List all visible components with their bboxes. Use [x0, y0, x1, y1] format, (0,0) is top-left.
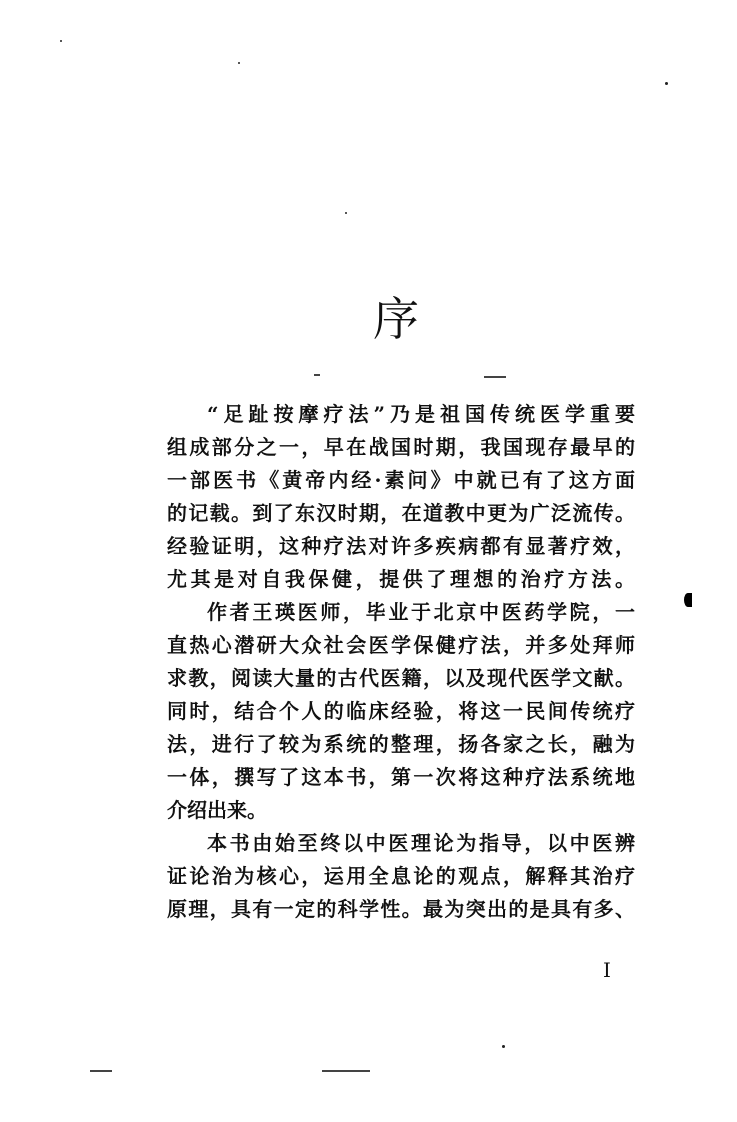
text-line: 法，进行了较为系统的整理，扬各家之长，融为 — [167, 732, 635, 756]
page-title: 序 — [373, 291, 419, 346]
text-line: 同时，结合个人的临床经验，将这一民间传统疗 — [167, 699, 635, 723]
scan-speck — [502, 1045, 505, 1048]
scan-dash — [314, 374, 320, 376]
scan-speck — [665, 82, 668, 85]
text-line: 证论治为核心，运用全息论的观点，解释其治疗 — [167, 864, 635, 888]
scan-dash — [322, 1070, 370, 1072]
text-line: 原理，具有一定的科学性。最为突出的是具有多、 — [167, 897, 635, 921]
text-line: 尤其是对自我保健，提供了理想的治疗方法。 — [167, 567, 635, 591]
scan-dash — [484, 376, 506, 378]
scan-mark — [684, 593, 692, 607]
text-line: 求教，阅读大量的古代医籍，以及现代医学文献。 — [167, 666, 635, 690]
text-line: 一部医书《黄帝内经·素问》中就已有了这方面 — [167, 468, 635, 492]
text-line: 直热心潜研大众社会医学保健疗法，并多处拜师 — [167, 633, 635, 657]
text-line: 组成部分之一，早在战国时期，我国现存最早的 — [167, 435, 635, 459]
text-line: 作者王瑛医师，毕业于北京中医药学院，一 — [207, 600, 635, 624]
preface-body — [167, 398, 635, 926]
scan-dash — [90, 1070, 112, 1072]
text-line: 本书由始至终以中医理论为指导，以中医辨 — [207, 831, 635, 855]
text-line: 的记载。到了东汉时期，在道教中更为广泛流传。 — [167, 501, 635, 525]
text-line: 一体，撰写了这本书，第一次将这种疗法系统地 — [167, 765, 635, 789]
scan-speck — [345, 212, 347, 214]
scan-speck — [60, 40, 62, 42]
scan-speck — [238, 62, 240, 64]
text-line: 介绍出来。 — [167, 798, 267, 822]
text-line: “足趾按摩疗法”乃是祖国传统医学重要 — [207, 402, 635, 426]
page-number: I — [603, 958, 611, 982]
text-line: 经验证明，这种疗法对许多疾病都有显著疗效， — [167, 534, 635, 558]
